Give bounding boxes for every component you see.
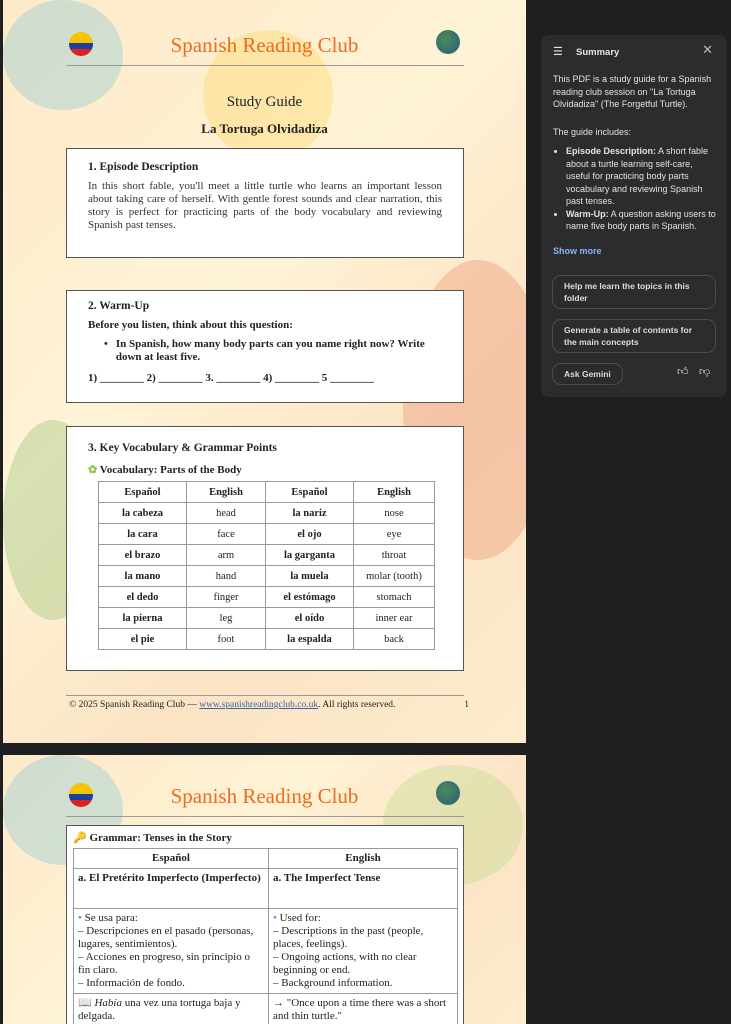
table-cell: eye [354, 524, 435, 545]
table-cell: el pie [99, 629, 187, 650]
suggestion-chip[interactable]: Help me learn the topics in this folder [552, 275, 716, 309]
table-row [99, 503, 435, 524]
table-cell: throat [354, 545, 435, 566]
bullet-icon: • [273, 912, 280, 924]
usage-line: – Background information. [273, 977, 393, 989]
vocab-heading: 3. Key Vocabulary & Grammar Points [88, 442, 277, 454]
table-cell: el dedo [99, 587, 187, 608]
header-divider [66, 65, 464, 66]
episode-heading: 1. Episode Description [88, 161, 199, 173]
summary-includes: The guide includes: [553, 126, 632, 137]
grammar-table [73, 848, 458, 1024]
item-label: Warm-Up: [566, 208, 609, 219]
table-cell: finger [187, 587, 266, 608]
table-row [99, 587, 435, 608]
usage-line: – Información de fondo. [78, 977, 185, 989]
col-header: Español [99, 482, 187, 503]
table-cell: el estómago [266, 587, 354, 608]
table-cell: la nariz [266, 503, 354, 524]
website-link[interactable]: www.spanishreadingclub.co.uk [199, 700, 319, 710]
page-subtitle: La Tortuga Olvidadiza [201, 121, 328, 136]
table-row [99, 524, 435, 545]
usage-en [269, 909, 458, 994]
table-cell: la cabeza [99, 503, 187, 524]
example-verb: Había [94, 997, 122, 1009]
table-cell: head [187, 503, 266, 524]
table-cell: leg [187, 608, 266, 629]
table-cell: la espalda [266, 629, 354, 650]
tense-name-en: a. The Imperfect Tense [269, 869, 458, 909]
pdf-page-2 [3, 755, 526, 1024]
suggestion-chip[interactable]: Generate a table of contents for the main concepts [552, 319, 716, 353]
table-cell: la mano [99, 566, 187, 587]
thumbs-up-icon[interactable]: 👍︎ [677, 366, 689, 378]
rights: . All rights reserved. [318, 700, 396, 710]
table-cell: el brazo [99, 545, 187, 566]
table-cell: el oído [266, 608, 354, 629]
page-title: Study Guide [226, 94, 303, 110]
table-cell: face [187, 524, 266, 545]
summary-intro: This PDF is a study guide for a Spanish reading club session on "La Tortuga Olvidadiza" (The Forgetful Turtle). [553, 74, 712, 109]
warmup-prompt: Before you listen, think about this question: [88, 319, 293, 331]
vocab-subheading: Vocabulary: Parts of the Body [99, 464, 242, 476]
table-cell: la pierna [99, 608, 187, 629]
episode-section [66, 148, 464, 258]
table-row [99, 629, 435, 650]
table-cell: la garganta [266, 545, 354, 566]
warmup-question: In Spanish, how many body parts can you name right now? Write down at least five. [115, 338, 425, 363]
vocab-section [66, 426, 464, 671]
grammar-section [66, 825, 464, 1024]
col-header: English [269, 849, 458, 869]
globe-logo-icon [436, 30, 460, 54]
book-icon: 📖 [78, 997, 92, 1009]
col-header: English [354, 482, 435, 503]
example-text: una vez una tortuga baja y delgada. [78, 997, 241, 1022]
page-number: 1 [464, 700, 469, 710]
bullet-icon: • [78, 912, 85, 924]
example-en: → "Once upon a time there was a short and thin turtle." [269, 994, 458, 1024]
table-cell: el ojo [266, 524, 354, 545]
globe-logo-icon [436, 781, 460, 805]
ask-gemini-button[interactable]: Ask Gemini [552, 363, 623, 385]
summary-item [566, 208, 718, 233]
grammar-heading: Grammar: Tenses in the Story [89, 832, 232, 844]
footer-divider [66, 695, 464, 696]
warmup-heading: 2. Warm-Up [88, 300, 150, 312]
table-cell: inner ear [354, 608, 435, 629]
flower-icon: ✿ [88, 464, 98, 476]
club-title: Spanish Reading Club [170, 784, 359, 808]
usage-line: – Descriptions in the past (people, places, feelings). [273, 925, 424, 950]
summary-item [566, 145, 718, 208]
usage-line: – Descripciones en el pasado (personas, lugares, sentimientos). [78, 925, 254, 950]
copyright: © 2025 Spanish Reading Club — [69, 700, 200, 710]
answer-blanks: 1) ________ 2) ________ 3. ________ 4) ________ 5 ________ [88, 372, 374, 384]
summary-panel [541, 35, 727, 397]
table-cell: foot [187, 629, 266, 650]
header-divider [66, 816, 464, 817]
episode-text: In this short fable, you'll meet a little turtle who learns an important lesson about taking care of herself. With gentle forest sounds and clear narration, this story is perfect for practicing parts of the body vocabulary and reviewing Spanish past tenses. [88, 180, 442, 231]
col-header: English [187, 482, 266, 503]
col-header: Español [266, 482, 354, 503]
tense-name-es: a. El Pretérito Imperfecto (Imperfecto) [74, 869, 269, 909]
usage-es [74, 909, 269, 994]
table-cell: molar (tooth) [354, 566, 435, 587]
table-row [99, 545, 435, 566]
summary-title: Summary [576, 47, 620, 58]
item-text: A question asking users to name five body parts in Spanish. [566, 208, 716, 231]
col-header: Español [74, 849, 269, 869]
usage-line: – Acciones en progreso, sin principio o fin claro. [78, 951, 250, 976]
table-cell: la muela [266, 566, 354, 587]
club-title: Spanish Reading Club [170, 33, 359, 57]
key-icon: 🔑 [73, 832, 87, 844]
example-es [74, 994, 269, 1024]
table-cell: hand [187, 566, 266, 587]
usage-line: – Ongoing actions, with no clear beginning or end. [273, 951, 417, 976]
table-cell: stomach [354, 587, 435, 608]
table-row [99, 608, 435, 629]
item-text: A short fable about a turtle learning self-care, useful for practicing body parts vocabulary and reviewing Spanish past tenses. [566, 146, 709, 206]
table-cell: la cara [99, 524, 187, 545]
item-label: Episode Description: [566, 146, 657, 156]
pdf-page-1 [3, 0, 526, 743]
vocab-table [98, 481, 435, 650]
table-row [99, 566, 435, 587]
show-more-link[interactable]: Show more [553, 245, 602, 256]
table-cell: back [354, 629, 435, 650]
usage-line: Se usa para: [84, 912, 138, 924]
close-icon[interactable]: ✕ [702, 42, 713, 57]
summary-icon: ☰ [553, 46, 563, 58]
thumbs-down-icon[interactable]: 👎︎ [699, 366, 711, 378]
table-cell: arm [187, 545, 266, 566]
warmup-section: 2. Warm-Up Before you listen, think about this question: • In Spanish, how many body parts can you name right now? Write down at least five. 1) ________ 2) ________ 3. ________ 4) ________ 5 ________ [66, 290, 464, 403]
footer [69, 700, 469, 710]
usage-line: Used for: [279, 912, 321, 924]
table-cell: nose [354, 503, 435, 524]
